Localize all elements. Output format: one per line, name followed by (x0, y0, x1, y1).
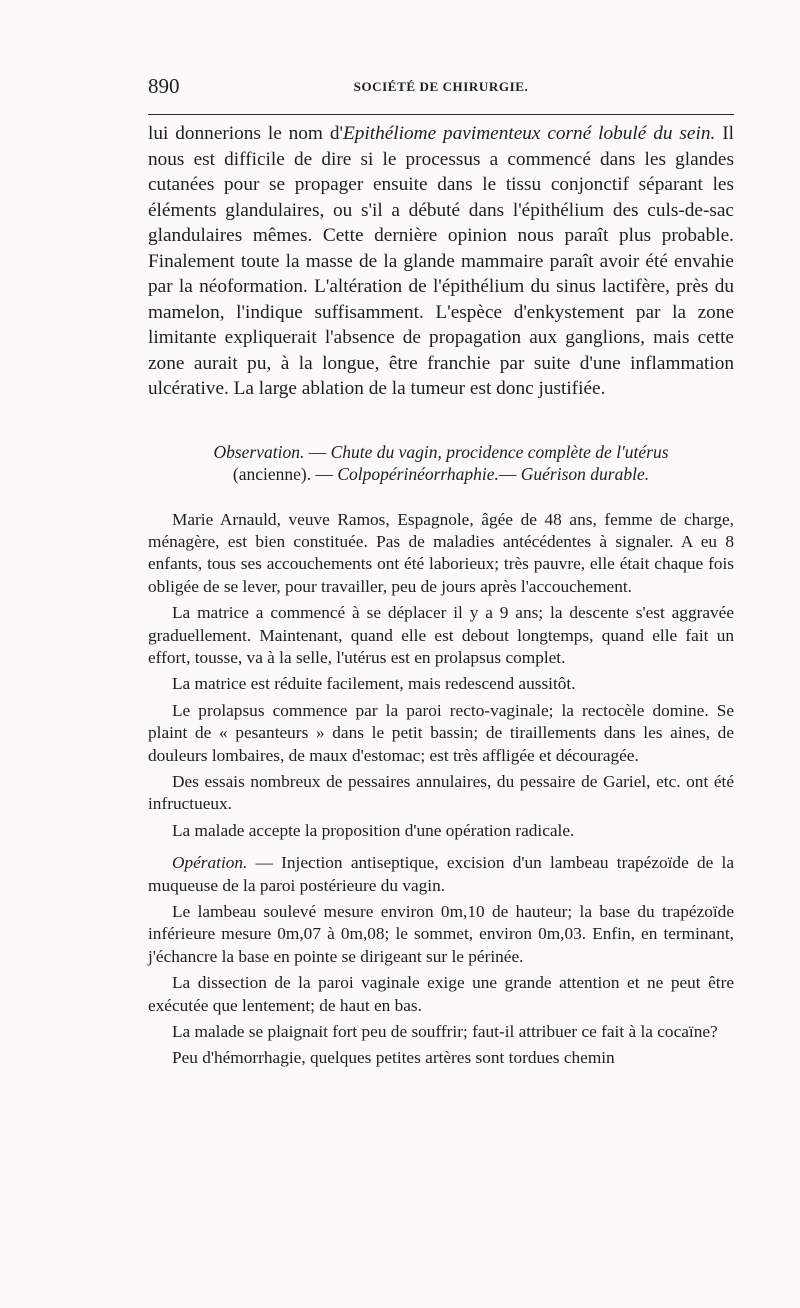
page-body (148, 121, 734, 1070)
observation-paragraph: Marie Arnauld, veuve Ramos, Espagnole, âgée de 48 ans, femme de charge, ménagère, est bien constituée. Pas de maladies antécédentes à signaler. A eu 8 enfants, tous ses accouchements ont été laborieux; très pauvre, elle était chaque fois obligée de se lever, pour travailler, peu de jours après l'accouchement. (148, 509, 734, 596)
operation-paragraph: La dissection de la paroi vaginale exige une grande attention et ne peut être exécutée que lentement; de haut en bas. (148, 973, 734, 1015)
observation-subject: Chute du vagin, procidence complète de l'utérus (330, 441, 669, 462)
observation-procedure: Colpopérinéorrhaphie. (337, 463, 499, 484)
operation-paragraph: Opération. — Injection antiseptique, excision d'un lambeau trapézoïde de la muqueuse de la paroi postérieure du vagin. (148, 853, 735, 895)
observation-outcome: Guérison durable. (520, 463, 650, 484)
operation-first-text: Injection antiseptique, excision d'un lambeau trapézoïde de la muqueuse de la paroi postérieure du vagin. (148, 853, 735, 895)
observation-qualifier: (ancienne). — (232, 463, 338, 484)
intro-paragraph (148, 121, 734, 402)
operation-label: Opération. (172, 853, 248, 873)
page-header (148, 74, 734, 104)
observation-title: Observation. — Chute du vagin, procidence complète de l'utérus (ancienne). — Colpopérinéorrhaphie.— Guérison durable. (213, 441, 669, 484)
operation-paragraph: Peu d'hémorrhagie, quelques petites artères sont tordues chemin (172, 1048, 615, 1068)
observation-label: Observation. (213, 441, 305, 462)
observation-paragraph: Des essais nombreux de pessaires annulaires, du pessaire de Gariel, etc. ont été infructueux. (148, 771, 734, 814)
intro-prefix: lui donnerions le nom d' (148, 123, 343, 144)
header-rule (148, 114, 734, 115)
observation-paragraph: La malade accepte la proposition d'une opération radicale. (172, 820, 575, 840)
running-title: SOCIÉTÉ DE CHIRURGIE. (353, 79, 529, 94)
operation-paragraph: La malade se plaignait fort peu de souffrir; faut-il attribuer ce fait à la cocaïne? (172, 1022, 718, 1042)
intro-emphasis: Epithéliome pavimenteux corné lobulé du sein. (342, 123, 716, 144)
observation-paragraph: La matrice est réduite facilement, mais redescend aussitôt. (172, 674, 576, 694)
page-number: 890 (148, 74, 180, 98)
operation-paragraph: Le lambeau soulevé mesure environ 0m,10 de hauteur; la base du trapézoïde inférieure mesure 0m,07 à 0m,08; le sommet, environ 0m,03. Enfin, en terminant, j'échancre la base en pointe se dirigeant sur le périnée. (148, 902, 734, 966)
observation-paragraph: La matrice a commencé à se déplacer il y a 9 ans; la descente s'est aggravée graduellement. Maintenant, quand elle est debout longtemps, quand elle fait un effort, tousse, va à la selle, l'utérus est en prolapsus complet. (148, 603, 734, 667)
observation-body (148, 509, 734, 1070)
intro-rest: Il nous est difficile de dire si le processus a commencé dans les glandes cutanées pour se propager ensuite dans le tissu conjonctif séparant les éléments glandulaires, ou s'il a débuté dans l'épithélium des culs-de-sac glandulaires mêmes. Cette dernière opinion nous paraît plus probable. Finalement toute la masse de la glande mammaire paraît avoir été envahie par la néoformation. L'altération de l'épithélium du sinus lactifère, près du mamelon, l'indique suffisamment. L'espèce d'enkystement par la zone limitante expliquerait l'absence de propagation aux ganglions, mais cette zone aurait pu, à la longue, être franchie par suite d'une inflammation ulcérative. La large ablation de la tumeur est donc justifiée. (148, 123, 734, 399)
observation-paragraph: Le prolapsus commence par la paroi recto-vaginale; la rectocèle domine. Se plaint de « pesanteurs » dans le petit bassin; de tiraillements dans les aines, de douleurs lombaires, de maux d'estomac; est très affligée et découragée. (148, 700, 734, 765)
